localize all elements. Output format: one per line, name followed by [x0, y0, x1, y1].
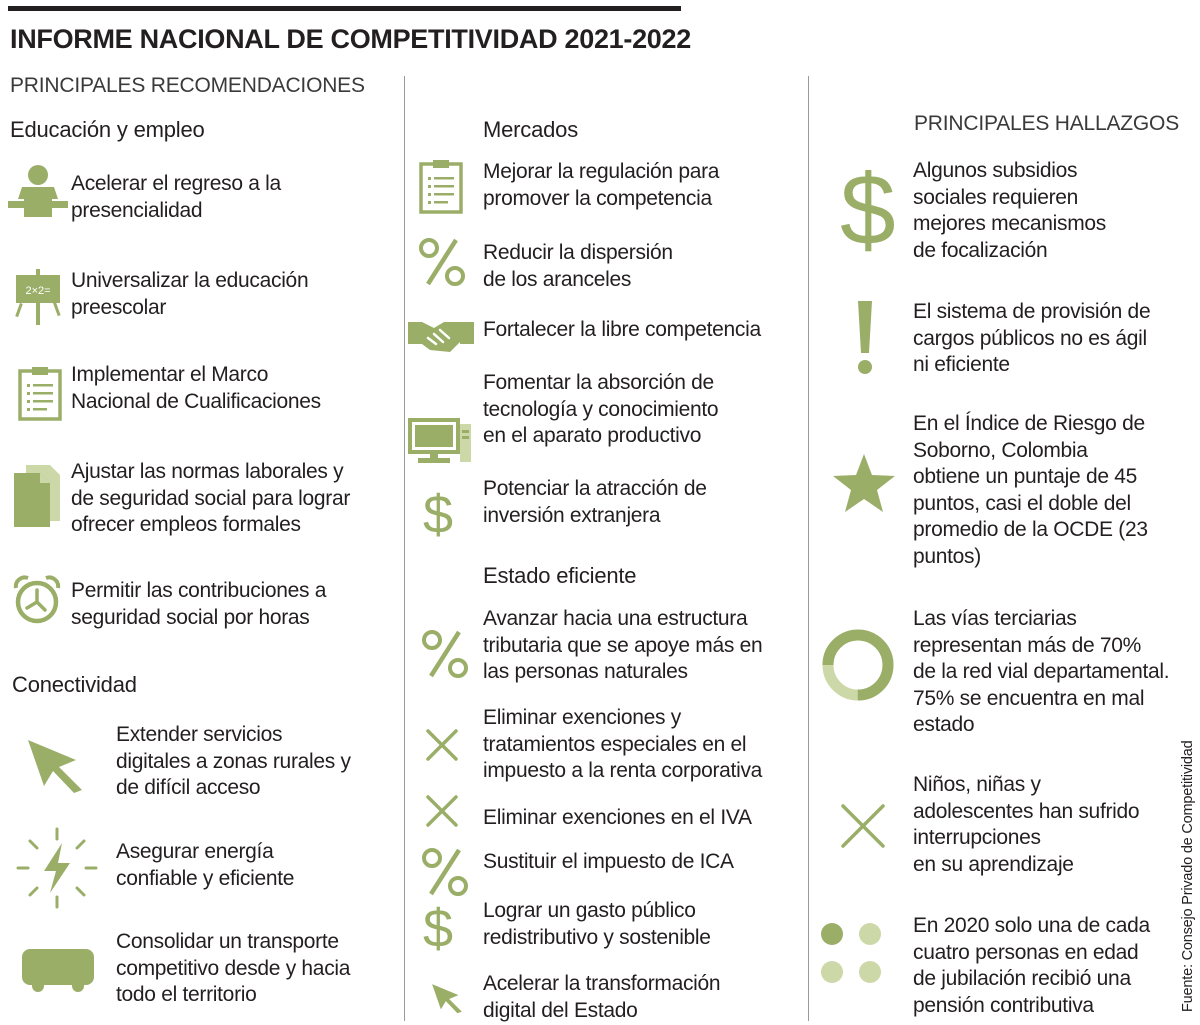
section-conectividad: Conectividad: [12, 672, 137, 697]
percent-icon: [418, 237, 466, 287]
dollar-icon: $: [423, 899, 454, 959]
educacion-item-2: Universalizar la educación preescolar: [71, 269, 309, 319]
hallazgos-item-6: En 2020 solo una de cada cuatro personas en edad de jubilación recibió una pensión contributiva: [913, 914, 1150, 1017]
hallazgos-item-5: Niños, niñas y adolescentes han sufrido interrupciones en su aprendizaje: [913, 773, 1140, 876]
handshake-icon: [406, 316, 476, 356]
chalkboard-icon: [8, 267, 68, 327]
estado-item-1: Avanzar hacia una estructura tributaria que se apoye más en las personas naturales: [483, 607, 763, 683]
x-icon: [425, 794, 459, 828]
mercados-item-5: Potenciar la atracción de inversión extranjera: [483, 477, 707, 527]
energy-icon: [14, 825, 100, 911]
conectividad-item-3: Consolidar un transporte competitivo desde y hacia todo el territorio: [116, 930, 351, 1006]
page-title: INFORME NACIONAL DE COMPETITIVIDAD 2021-2022: [10, 24, 691, 54]
estado-item-4: Sustituir el impuesto de ICA: [483, 850, 734, 873]
source-note: Fuente: Consejo Privado de Competitividad: [1180, 740, 1196, 1012]
dollar-icon: $: [840, 154, 896, 266]
percent-icon: [421, 629, 469, 679]
hallazgos-item-3: En el Índice de Riesgo de Soborno, Colombia obtiene un puntaje de 45 puntos, casi el doble del promedio de la OCDE (23 puntos): [913, 412, 1148, 568]
dots-icon: [820, 922, 884, 986]
top-rule: [8, 6, 681, 11]
section-estado: Estado eficiente: [483, 563, 637, 588]
educacion-item-5: Permitir las contribuciones a seguridad social por horas: [71, 579, 327, 629]
clipboard-icon: [418, 159, 464, 215]
mercados-item-1: Mejorar la regulación para promover la competencia: [483, 160, 720, 210]
bus-icon: [20, 945, 96, 995]
hallazgos-item-2: El sistema de provisión de cargos públicos no es ágil ni eficiente: [913, 300, 1151, 376]
educacion-item-3: Implementar el Marco Nacional de Cualificaciones: [71, 363, 321, 413]
hallazgos-item-1: Algunos subsidios sociales requieren mejores mecanismos de focalización: [913, 159, 1106, 262]
estado-item-6: Acelerar la transformación digital del Estado: [483, 972, 721, 1022]
mercados-item-3: Fortalecer la libre competencia: [483, 318, 761, 341]
star-icon: [831, 452, 897, 514]
alarm-clock-icon: [12, 574, 62, 626]
section-mercados: Mercados: [483, 117, 578, 142]
percent-icon: [421, 847, 469, 897]
recommendations-heading: PRINCIPALES RECOMENDACIONES: [10, 74, 365, 97]
conectividad-item-1: Extender servicios digitales a zonas rurales y de difícil acceso: [116, 723, 351, 799]
computer-icon: [408, 418, 472, 464]
conectividad-item-2: Asegurar energía confiable y eficiente: [116, 840, 295, 890]
documents-icon: [12, 463, 62, 529]
findings-heading: PRINCIPALES HALLAZGOS: [914, 112, 1179, 135]
column-divider-1: [404, 76, 405, 1021]
cursor-icon: [26, 738, 88, 794]
teacher-icon: [8, 163, 68, 223]
x-icon: [425, 728, 459, 762]
svg-text:2×2=: 2×2=: [25, 285, 51, 297]
mercados-item-2: Reducir la dispersión de los aranceles: [483, 241, 673, 291]
donut-icon: [822, 629, 894, 701]
cursor-icon: [431, 983, 465, 1014]
section-educacion: Educación y empleo: [10, 117, 205, 142]
exclamation-icon: [855, 299, 875, 377]
clipboard-icon: [17, 366, 63, 422]
hallazgos-item-4: Las vías terciarias representan más de 70% de la red vial departamental. 75% se encuentra en mal estado: [913, 607, 1170, 736]
column-divider-2: [808, 76, 809, 1021]
estado-item-5: Lograr un gasto público redistributivo y sostenible: [483, 899, 711, 949]
estado-item-3: Eliminar exenciones en el IVA: [483, 806, 752, 829]
educacion-item-1: Acelerar el regreso a la presencialidad: [71, 172, 281, 222]
mercados-item-4: Fomentar la absorción de tecnología y conocimiento en el aparato productivo: [483, 371, 719, 447]
educacion-item-4: Ajustar las normas laborales y de seguridad social para lograr ofrecer empleos formales: [71, 460, 351, 536]
dollar-icon: $: [423, 485, 454, 545]
x-icon: [840, 803, 886, 849]
estado-item-2: Eliminar exenciones y tratamientos especiales en el impuesto a la renta corporativa: [483, 706, 763, 782]
